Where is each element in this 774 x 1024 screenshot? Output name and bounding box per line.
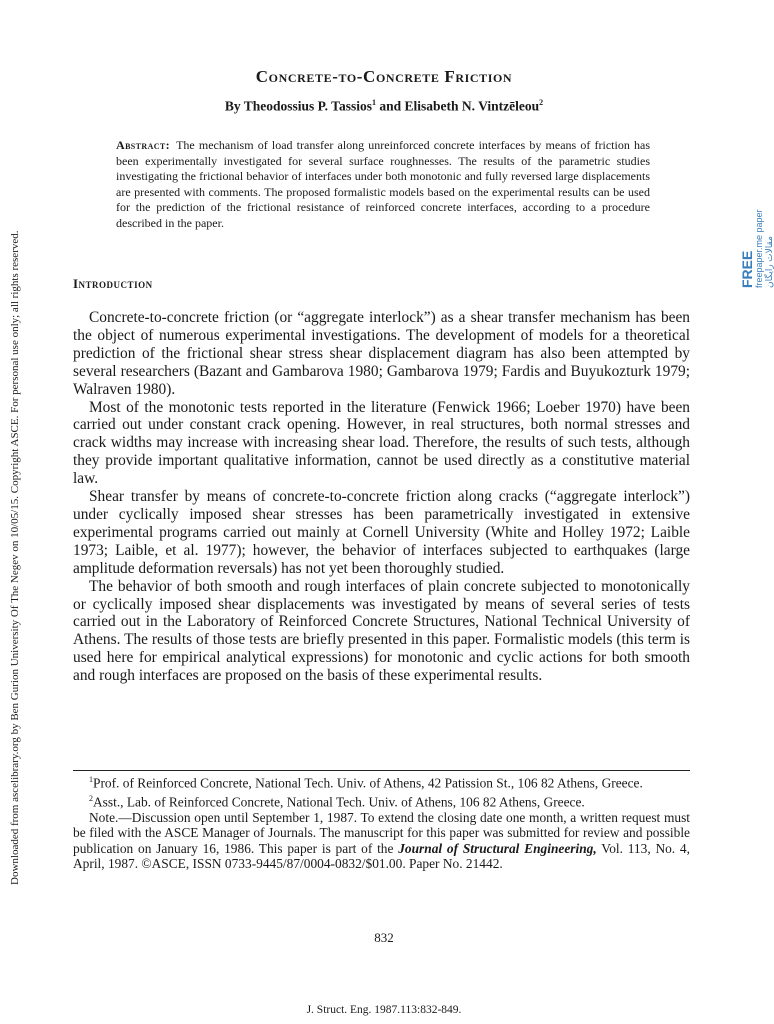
abstract-text: The mechanism of load transfer along unreinforced concrete interfaces by means of friction has been experimentally investigated for several surface roughnesses. The results of the parametric studies investigating the frictional behavior of interfaces under both monotonic and fully reversed large displacements are presented with comments. The proposed formalistic models based on the experimental results can be used for the prediction of the frictional resistance of reinforced concrete interfaces, according to a procedure described in the paper. bbox=[116, 138, 650, 230]
paper-title: Concrete-to-Concrete Friction bbox=[255, 67, 513, 86]
journal-name: Journal of Structural Engineering, bbox=[398, 840, 597, 856]
paragraph: Concrete-to-concrete friction (or “aggregate interlock”) as a shear transfer mechanism has been the object of numerous experimental investigations. The development of models for a theoretical prediction of the frictional shear stress shear displacement diagram has also been attempted by several researchers (Bazant and Gambarova 1980; Gambarova 1979; Fardis and Buyukozturk 1979; Walraven 1980). bbox=[73, 309, 690, 398]
discussion-note bbox=[73, 810, 690, 872]
author-2: and Elisabeth N. Vintzēleou bbox=[375, 98, 540, 114]
freepaper-watermark bbox=[740, 209, 774, 288]
footnote-1-text: Prof. of Reinforced Concrete, National Tech. Univ. of Athens, 42 Patission St., 106 82 Athens, Greece. bbox=[93, 775, 643, 791]
download-notice-sidebar: Downloaded from ascelibrary.org by Ben Gurion University Of The Negev on 10/05/15. Copyright ASCE. For personal use only; all rights reserved. bbox=[9, 230, 21, 885]
footnote-1 bbox=[73, 772, 690, 791]
note-text-b: Vol. 113, No. 4, April, 1987. ©ASCE, ISSN 0733-9445/87/0004-0832/$01.00. Paper No. 21442. bbox=[73, 840, 690, 871]
abstract-label: Abstract: bbox=[116, 138, 171, 152]
note-text-a: Note.—Discussion open until September 1, 1987. To extend the closing date one month, a written request must be filed with the ASCE Manager of Journals. The manuscript for this paper was submitted for review and possible publication on January 16, 1986. This paper is part of the bbox=[73, 809, 690, 856]
paragraph: Most of the monotonic tests reported in the literature (Fenwick 1966; Loeber 1970) have been carried out under constant crack opening. However, in real structures, both normal stresses and crack widths may increase with increasing shear load. Therefore, the results of such tests, although they provide important qualitative information, cannot be used directly as a constitutive material law. bbox=[73, 398, 690, 488]
introduction-body bbox=[73, 309, 690, 685]
watermark-persian-label: مقالات رایگان bbox=[764, 236, 774, 288]
author-2-footnote-mark: 2 bbox=[539, 98, 544, 107]
footnote-2 bbox=[73, 791, 690, 810]
watermark-site-label: freepaper.me paper bbox=[754, 209, 764, 288]
paragraph: The behavior of both smooth and rough interfaces of plain concrete subjected to monotonically or cyclically imposed shear displacements was investigated by means of several series of tests carried out in the Laboratory of Reinforced Concrete Structures, National Technical University of Athens. The results of those tests are briefly presented in this paper. Formalistic models (this term is used here for empirical analytical expressions) for monotonic and cyclic actions for both smooth and rough interfaces are proposed on the basis of these experimental results. bbox=[73, 577, 690, 685]
author-byline bbox=[0, 98, 768, 115]
footnote-1-mark: 1 bbox=[89, 775, 93, 784]
footnote-2-mark: 2 bbox=[89, 793, 93, 803]
author-1: By Theodossius P. Tassios bbox=[224, 98, 372, 114]
abstract bbox=[116, 138, 650, 231]
section-heading-introduction: Introduction bbox=[73, 276, 153, 291]
citation-footer: J. Struct. Eng. 1987.113:832-849. bbox=[306, 1004, 462, 1016]
watermark-free-label: FREE bbox=[739, 250, 755, 288]
footnote-2-text: Asst., Lab. of Reinforced Concrete, National Tech. Univ. of Athens, 106 82 Athens, Greece. bbox=[93, 794, 585, 810]
paragraph: Shear transfer by means of concrete-to-concrete friction along cracks (“aggregate interlock”) under cyclically imposed shear stresses has been parametrically investigated in extensive experimental programs carried out mainly at Cornell University (White and Holley 1972; Laible 1973; Laible, et al. 1977); however, the behavior of interfaces subjected to earthquakes (large amplitude deformation reversals) has not yet been thoroughly studied. bbox=[73, 488, 690, 577]
footnotes bbox=[73, 770, 690, 871]
author-1-footnote-mark: 1 bbox=[371, 98, 376, 107]
page-number: 832 bbox=[374, 930, 394, 945]
